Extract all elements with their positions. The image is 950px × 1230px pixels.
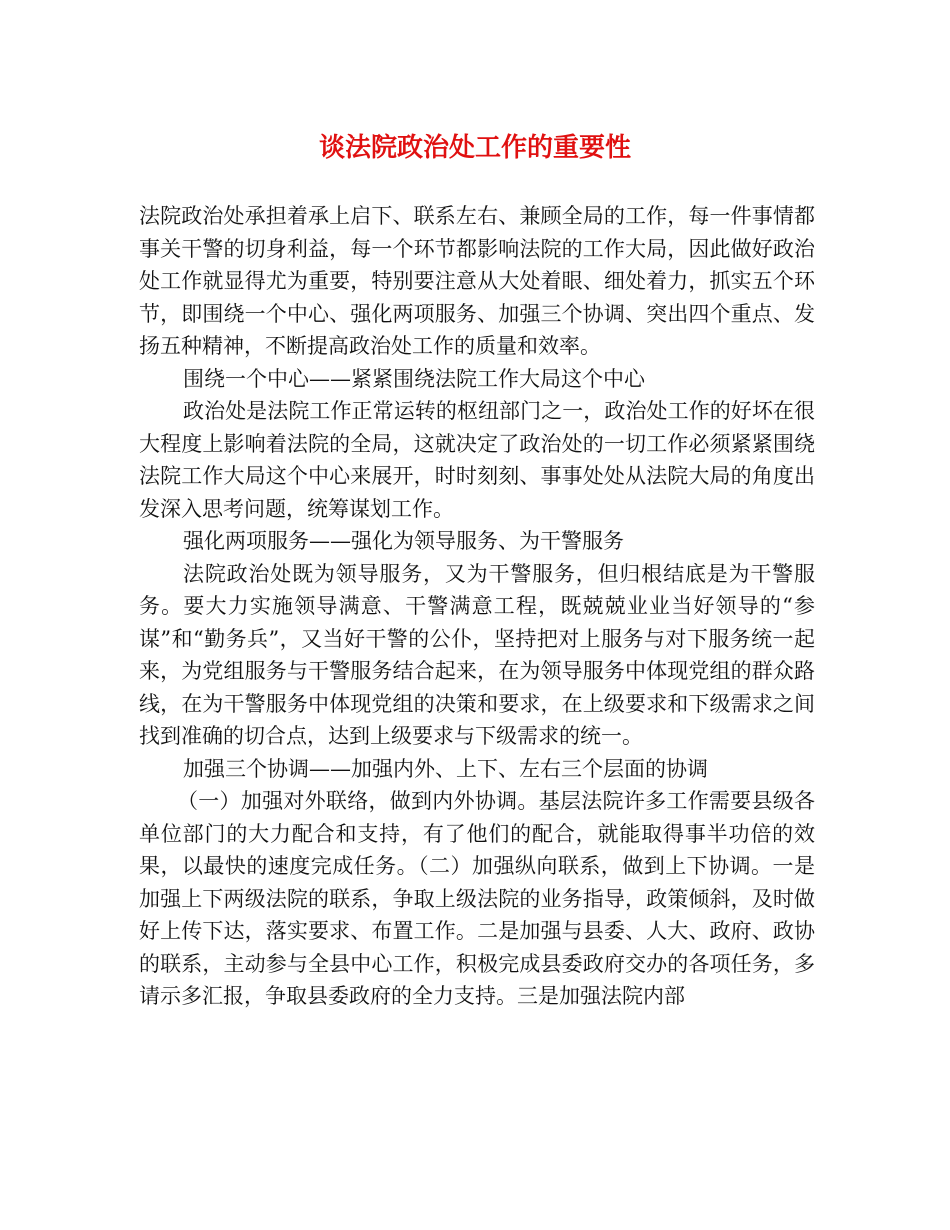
document-body bbox=[139, 200, 815, 1013]
section-heading-three-coordinations: 加强三个协调——加强内外、上下、左右三个层面的协调 bbox=[183, 756, 708, 781]
intro-paragraph: 法院政治处承担着承上启下、联系左右、兼顾全局的工作，每一件事情都事关干警的切身利益，每一个环节都影响法院的工作大局，因此做好政治处工作就显得尤为重要，特别要注意从大处着眼、细处着力，抓实五个环节，即围绕一个中心、强化两项服务、加强三个协调、突出四个重点、发扬五种精神，不断提高政治处工作的质量和效率。 bbox=[139, 204, 815, 358]
section-heading-one-center: 围绕一个中心——紧紧围绕法院工作大局这个中心 bbox=[183, 366, 645, 391]
body-paragraph: （一）加强对外联络，做到内外协调。基层法院许多工作需要县级各单位部门的大力配合和支持，有了他们的配合，就能取得事半功倍的效果，以最快的速度完成任务。（二）加强纵向联系，做到上下协调。一是加强上下两级法院的联系，争取上级法院的业务指导，政策倾斜，及时做好上传下达，落实要求、布置工作。二是加强与县委、人大、政府、政协的联系，主动参与全县中心工作，积极完成县委政府交办的各项任务，多请示多汇报，争取县委政府的全力支持。三是加强法院内部 bbox=[139, 789, 815, 1008]
document-title: 谈法院政治处工作的重要性 bbox=[318, 133, 631, 163]
body-paragraph: 政治处是法院工作正常运转的枢纽部门之一，政治处工作的好坏在很大程度上影响着法院的全局，这就决定了政治处的一切工作必须紧紧围绕法院工作大局这个中心来展开，时时刻刻、事事处处从法院大局的角度出发深入思考问题，统筹谋划工作。 bbox=[139, 399, 815, 521]
body-paragraph: 法院政治处既为领导服务，又为干警服务，但归根结底是为干警服务。要大力实施领导满意、干警满意工程，既兢兢业业当好领导的“参谋”和“勤务兵”，又当好干警的公仆，坚持把对上服务与对下服务统一起来，为党组服务与干警服务结合起来，在为领导服务中体现党组的群众路线，在为干警服务中体现党组的决策和要求，在上级要求和下级需求之间找到准确的切合点，达到上级要求与下级需求的统一。 bbox=[139, 561, 815, 748]
section-heading-two-services: 强化两项服务——强化为领导服务、为干警服务 bbox=[183, 529, 624, 553]
